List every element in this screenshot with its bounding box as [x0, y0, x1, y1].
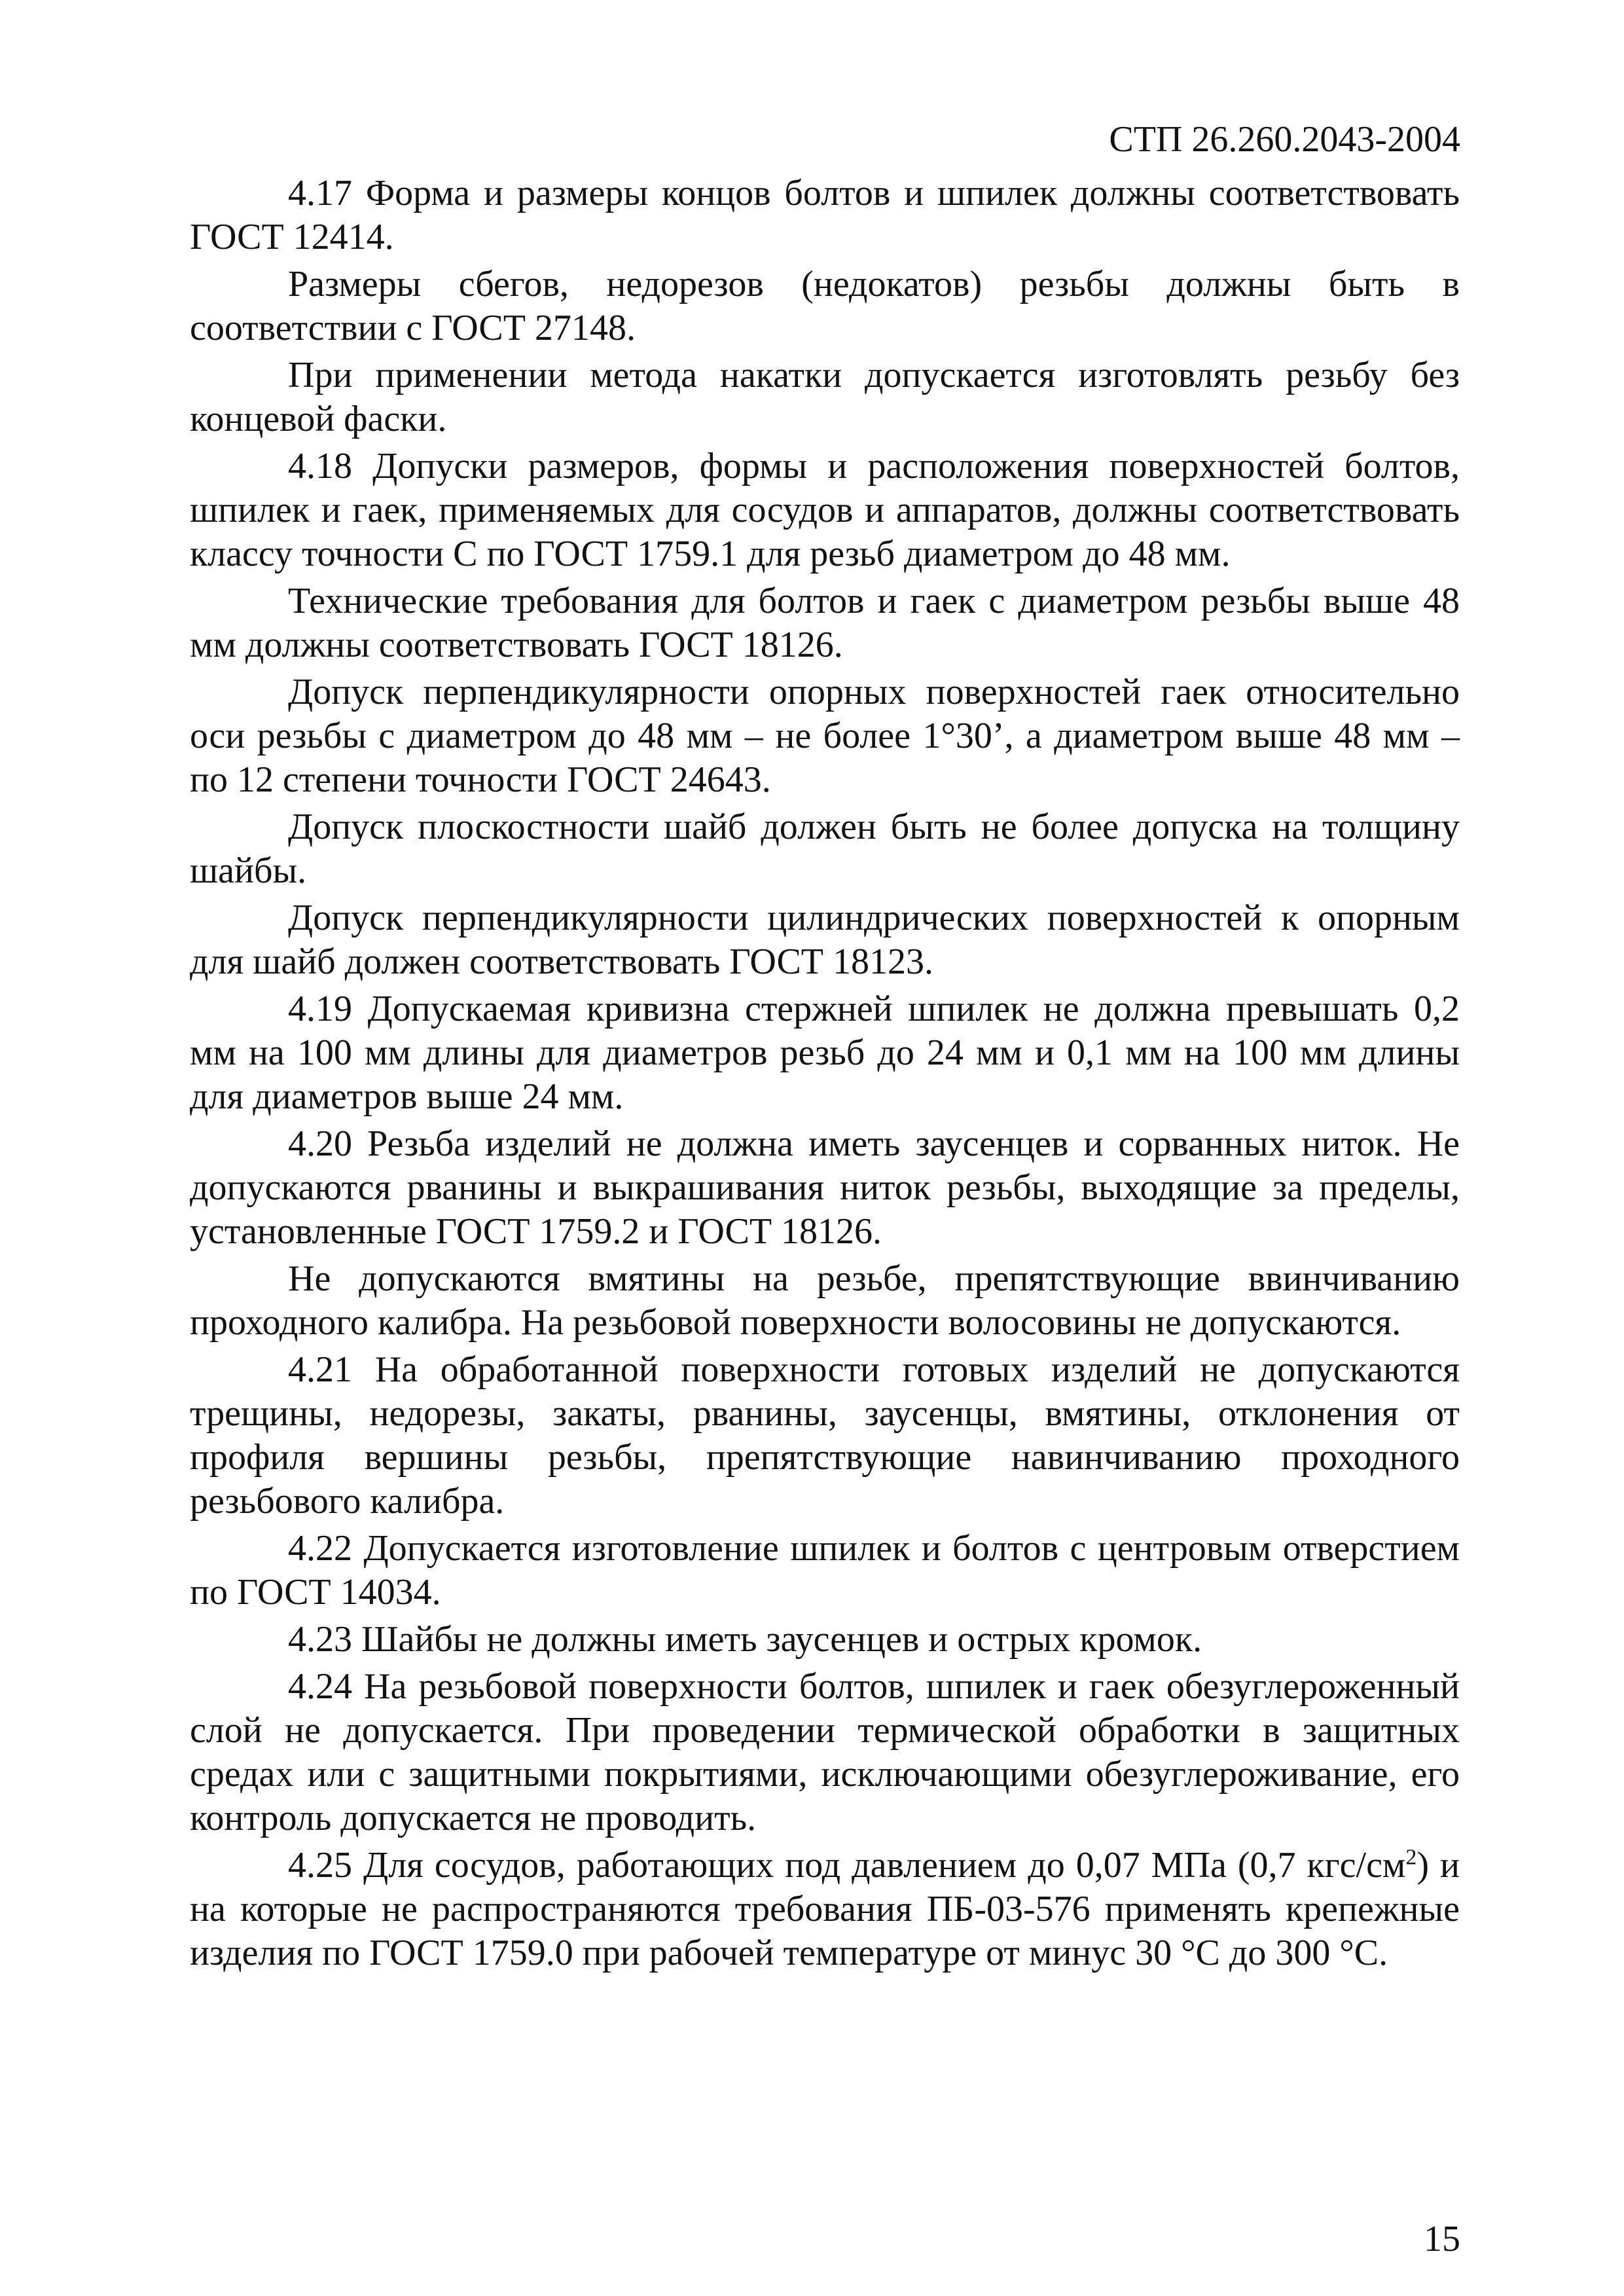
page-number: 15	[1424, 2219, 1460, 2259]
superscript-2: 2	[1405, 1845, 1417, 1870]
paragraph-4-23: 4.23 Шайбы не должны иметь заусенцев и острых кромок.	[288, 1619, 1202, 1660]
paragraph-4-25-text-start: 4.25 Для сосудов, работающих под давлением до 0,07 МПа (0,7 кгс/см	[288, 1845, 1406, 1886]
paragraph-dents: Не допускаются вмятины на резьбе, препятствующие ввинчиванию проходного калибра. На резьбовой поверхности волосовины не допускаются.	[190, 1258, 1460, 1343]
paragraph-4-24: 4.24 На резьбовой поверхности болтов, шпилек и гаек обезуглероженный слой не допускается. При проведении термической обработки в защитных средах или с защитными покрытиями, исключающими обезуглероживание, его контроль допускается не проводить.	[190, 1666, 1460, 1838]
paragraph-rolling-method: При применении метода накатки допускается изготовлять резьбу без концевой фаски.	[190, 355, 1460, 439]
paragraph-4-19: 4.19 Допускаемая кривизна стержней шпилек не должна превышать 0,2 мм на 100 мм длины для диаметров резьб до 24 мм и 0,1 мм на 100 мм длины для диаметров выше 24 мм.	[190, 989, 1460, 1117]
paragraph-flatness-washers: Допуск плоскостности шайб должен быть не более допуска на толщину шайбы.	[190, 807, 1460, 891]
document-body	[190, 172, 1460, 1978]
paragraph-4-20: 4.20 Резьба изделий не должна иметь заусенцев и сорванных ниток. Не допускаются рванины и выкрашивания ниток резьбы, выходящие за пределы, установленные ГОСТ 1759.2 и ГОСТ 18126.	[190, 1123, 1460, 1252]
paragraph-perpendicularity-washers: Допуск перпендикулярности цилиндрических поверхностей к опорным для шайб должен соответствовать ГОСТ 18123.	[190, 898, 1460, 982]
paragraph-4-22: 4.22 Допускается изготовление шпилек и болтов с центровым отверстием по ГОСТ 14034.	[190, 1528, 1460, 1613]
paragraph-4-25-text-end: ) и на которые не распространяются требования ПБ-03-576 применять крепежные изделия по ГОСТ 1759.0 при рабочей температуре от минус 30 °С до 300 °С.	[190, 1845, 1460, 1973]
paragraph-4-25	[190, 1844, 1460, 1975]
paragraph-perpendicularity-nuts: Допуск перпендикулярности опорных поверхностей гаек относительно оси резьбы с диаметром до 48 мм – не более 1°30’, а диаметром выше 48 мм – по 12 степени точности ГОСТ 24643.	[190, 672, 1460, 800]
paragraph-4-17: 4.17 Форма и размеры концов болтов и шпилек должны соответствовать ГОСТ 12414.	[190, 173, 1460, 257]
paragraph-4-18: 4.18 Допуски размеров, формы и расположения поверхностей болтов, шпилек и гаек, применяемых для сосудов и аппаратов, должны соответствовать классу точности С по ГОСТ 1759.1 для резьб диаметром до 48 мм.	[190, 446, 1460, 574]
paragraph-4-21: 4.21 На обработанной поверхности готовых изделий не допускаются трещины, недорезы, закаты, рванины, заусенцы, вмятины, отклонения от профиля вершины резьбы, препятствующие навинчиванию проходного резьбового калибра.	[190, 1349, 1460, 1522]
paragraph-technical-requirements: Технические требования для болтов и гаек с диаметром резьбы выше 48 мм должны соответствовать ГОСТ 18126.	[190, 581, 1460, 665]
document-code-header: СТП 26.260.2043-2004	[1109, 119, 1460, 160]
paragraph-thread-runout: Размеры сбегов, недорезов (недокатов) резьбы должны быть в соответствии с ГОСТ 27148.	[190, 264, 1460, 348]
